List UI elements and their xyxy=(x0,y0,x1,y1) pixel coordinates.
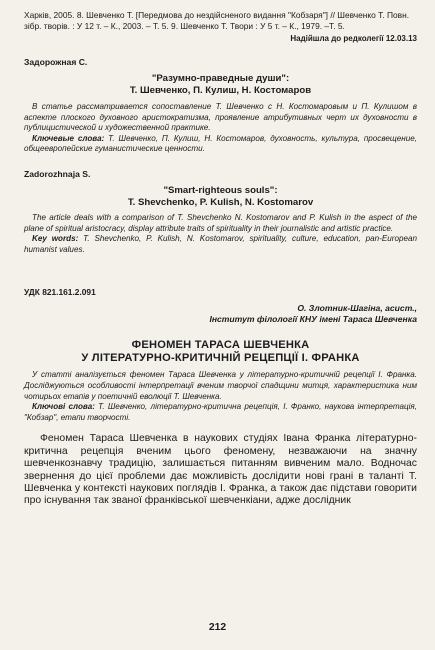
keywords-en-label: Key words: xyxy=(32,234,79,244)
institution: Інститут філології КНУ імені Тараса Шевченка xyxy=(209,314,417,325)
abstract-en xyxy=(24,169,417,255)
page-number: 212 xyxy=(208,622,227,633)
keywords-ua-label: Ключові слова: xyxy=(32,402,95,412)
title-en-line1: "Smart-righteous souls": xyxy=(163,184,278,196)
keywords-ru xyxy=(24,134,417,155)
abstract-ua-text: У статті аналізується феномен Тараса Шевченка у літературно-критичній рецепції І. Франка. Досліджуються особливості інтерпретації вченим творчої спадщини митця, характеристика ним чотирьох етапів у поетичній еволюції Т. Шевченка. xyxy=(24,370,417,401)
title-ru-line1: "Разумно-праведные души": xyxy=(151,73,290,84)
title-en-line2: T. Shevchenko, P. Kulish, N. Kostomarov xyxy=(127,196,314,208)
keywords-ua xyxy=(24,402,417,423)
keywords-ua-text: Т. Шевченко, літературно-критична рецепція, І. Франко, наукова інтерпретація, "Кобзар", етапи творчості. xyxy=(24,402,417,422)
author-en: Zadorozhnaja S. xyxy=(24,168,91,179)
title-ru xyxy=(24,73,417,97)
abstract-ru-text: В статье рассматривается сопоставление Т. Шевченко с Н. Костомаровым и П. Кулишом в аспекте плоского духовного аристократизма, проявление атрибутивных черт их духовности в публицистической и художественной практике. xyxy=(24,102,417,133)
article-title-line2: У ЛІТЕРАТУРНО-КРИТИЧНІЙ РЕЦЕПЦІЇ І. ФРАНКА xyxy=(81,352,360,365)
keywords-en xyxy=(24,234,417,255)
references-continued: Харків, 2005. 8. Шевченко Т. [Передмова до нездійсненого видання "Кобзаря"] // Шевченко Т. Повн. зібр. творів. : У 12 т. – К., 2003. – Т. 5. 9. Шевченко Т. Твори : У 5 т. – К., 1979. –Т. 5. xyxy=(24,10,410,31)
abstract-en-text: The article deals with a comparison of T. Shevchenko N. Kostomarov and P. Kulish in the aspect of the plane of spiritual aristocracy, display attribute traits of spirituality in their journalistic and artistic practice. xyxy=(24,212,417,233)
article-body: Феномен Тараса Шевченка в наукових студіях Івана Франка літературно-критична рецепція вченим цього феномену, незважаючи на значну шевченкознавчу традицію, залишається питанням вивченим мало. Водночас звернення до цієї проблеми дає можливість дослідити нові грані в таланті Т. Шевченка у контексті наукових поглядів І. Франка, а також дає підстави говорити про існування так званої франківської шевченкіани, адже дослідник xyxy=(24,433,417,507)
author-name: О. Злотник-Шагіна, асист., xyxy=(297,303,417,314)
received-date: Надійшла до редколегії 12.03.13 xyxy=(290,34,417,43)
author-ru: Задорожная С. xyxy=(24,57,88,67)
keywords-en-text: T. Shevchenko, P. Kulish, N. Kostomarov, spirituality, culture, education, pan-European humanist values. xyxy=(24,234,417,254)
article-title xyxy=(14,339,427,365)
udk-code: УДК 821.161.2.091 xyxy=(24,287,96,298)
author-affiliation xyxy=(24,303,417,325)
keywords-ru-text: Т. Шевченко, П. Кулиш, Н. Костомаров, духовность, культура, просвещение, общеевропейские гуманистические ценности. xyxy=(24,133,417,154)
keywords-ru-label: Ключевые слова: xyxy=(32,133,105,143)
article-title-line1: ФЕНОМЕН ТАРАСА ШЕВЧЕНКА xyxy=(131,339,310,352)
scan-shadow xyxy=(305,540,435,630)
abstract-ru xyxy=(24,57,417,155)
title-ru-line2: Т. Шевченко, П. Кулиш, Н. Костомаров xyxy=(129,85,312,96)
title-en xyxy=(24,185,417,209)
